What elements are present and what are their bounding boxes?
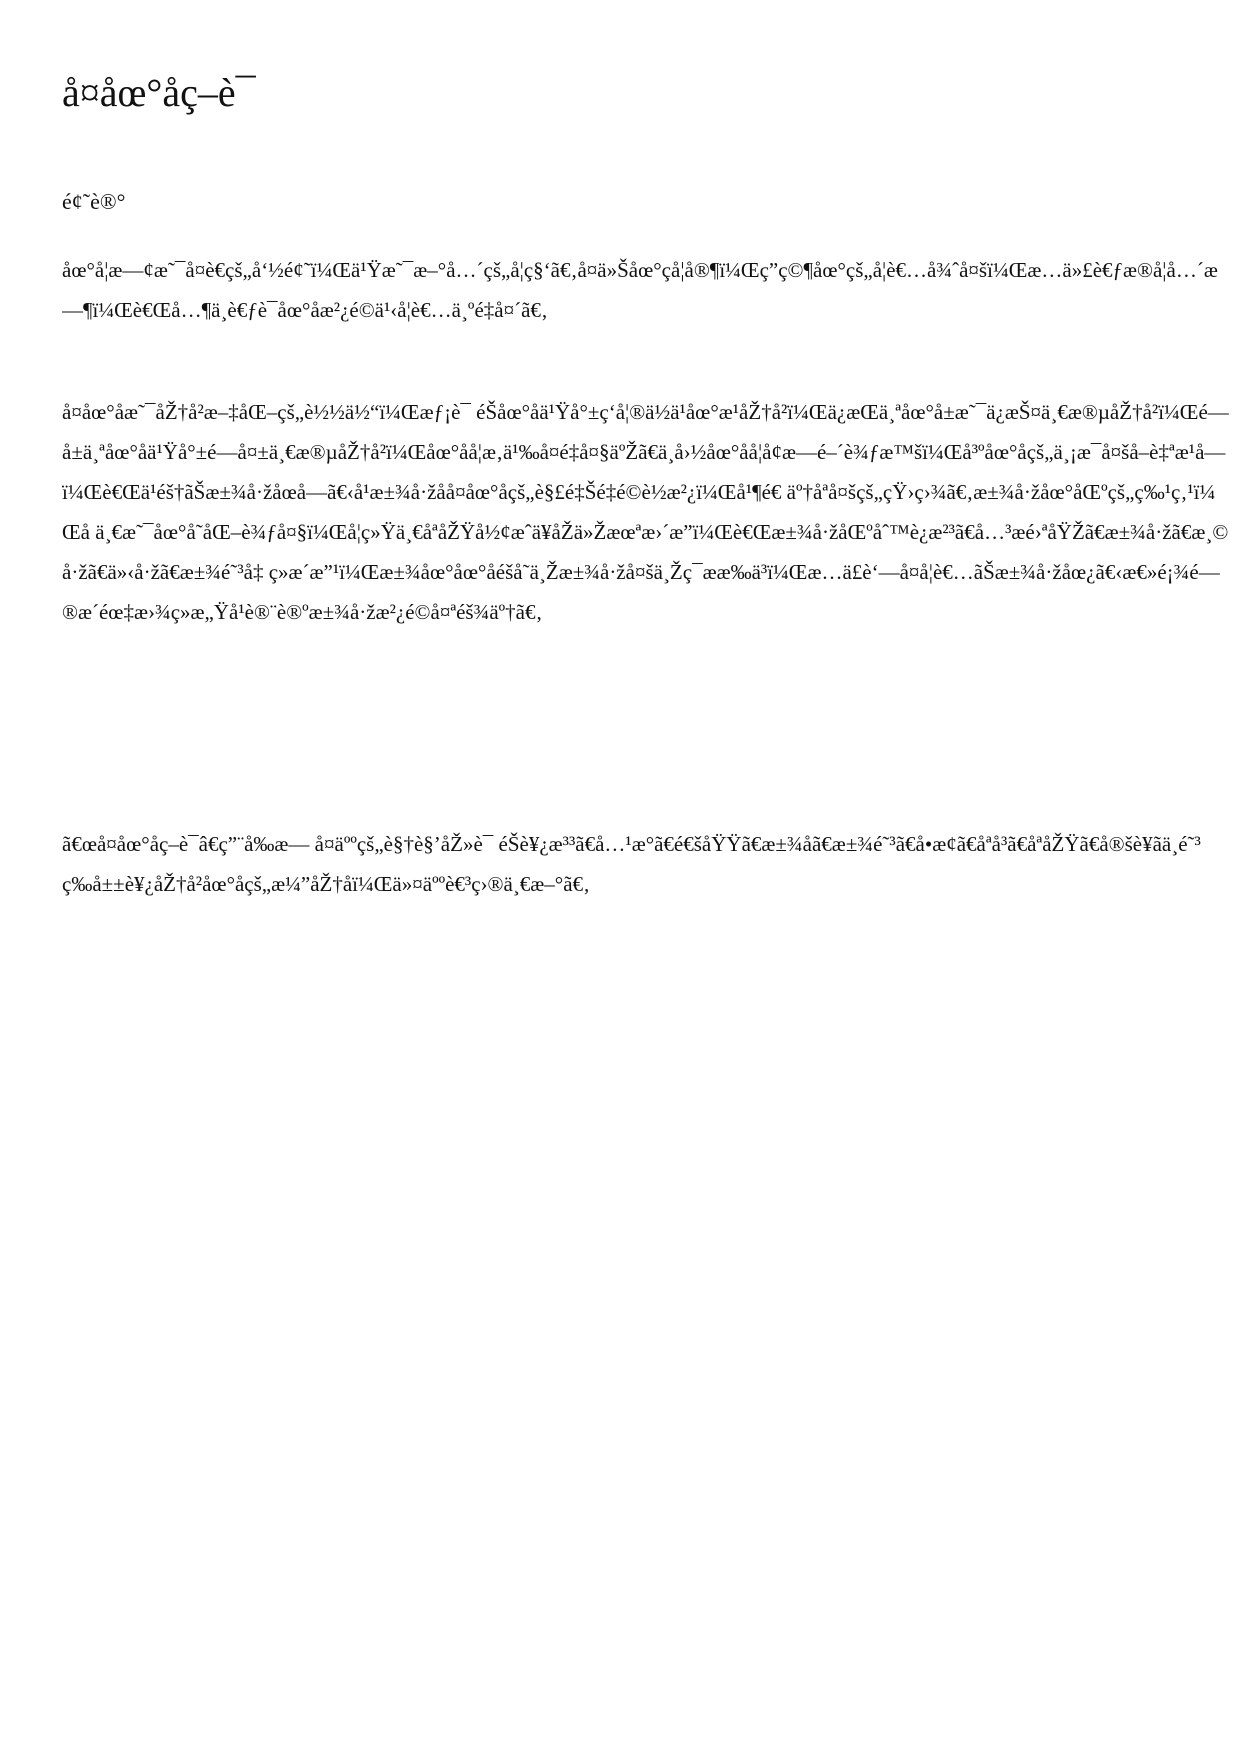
- document-title: å¤åœ°åç–è¯: [62, 70, 256, 115]
- paragraph-1: åœ°å¦æ—¢æ˜¯å¤è€çš„å‘½é¢˜ï¼Œä¹Ÿæ˜¯æ–°å…´çš„å¦ç§‘ã€‚å¤ä»Šåœ°çå¦å®¶ï¼Œç”ç©¶åœ°çš„å¦è€…å¾ˆå¤šï¼Œæ…ä»£è€ƒæ®å¦å…´æ—¶ï¼Œè€Œå…¶ä¸è€ƒè¯åœ°åæ²¿é©ä¹‹å¦è€…ä¸ºé‡å¤´ã€‚: [62, 258, 1218, 322]
- paragraph-2: å¤åœ°åæ˜¯åŽ†å²æ–‡åŒ–çš„è½½ä½“ï¼Œæƒ¡è¯ éŠåœ°åä¹Ÿå°±ç‘å¦®ä½ä¹åœ°æ¹åŽ†å²ï¼Œä¿æŒä¸ªåœ°å±æ˜¯ä¿æŠ¤ä¸€æ®µåŽ†å²ï¼Œé—å±ä¸ªåœ°åä¹Ÿå°±é—å¤±ä¸€æ®µåŽ†å²ï¼Œåœ°åå¦æ‚ä¹‰å¤é‡å¤§äºŽã€ä¸å›½åœ°åå¦å¢æ—é–´è¾ƒæ™šï¼Œå³ºåœ°åçš„ä¸¡æ¯å¤šå–è‡ªæ¹å—ï¼Œè€Œä¹éš†ãŠæ±¾å·žåœå—ã€‹å¹æ±¾å·žåå¤åœ°åçš„è§£é‡Šé‡é©è½æ²¿ï¼Œå¹¶é€ äº†åªå¤šçš„çŸ›ç›¾ã€‚æ±¾å·žåœ°åŒºçš„ç‰¹ç‚¹ï¼Œå ä¸€æ˜¯åœ°å˜åŒ–è¾ƒå¤§ï¼Œå¦ç»Ÿä¸€åªåŽŸå½¢æˆä¥åŽä»Žæœªæ›´æ”ï¼Œè€Œæ±¾å·žåŒºåˆ™è¿æ²³ã€å…³æé›ªåŸŽã€æ±¾å·žã€æ¸©å·žã€ä»‹å·žã€æ±¾é˜³å‡ ç»æ´æ”¹ï¼Œæ±¾åœ°åœ°åéšå˜ä¸Žæ±¾å·žå¤šä¸Žç¯ææ‰ä³ï¼Œæ…ä£è‘—å¤å¦è€…ãŠæ±¾å·žåœ¿ã€‹æ€»é¡¾é—®æ´éœ‡æ›¾ç»æ„Ÿå¹è®¨è®ºæ±¾å·žæ²¿é©å¤ªéš¾äº†ã€‚: [62, 400, 1229, 624]
- paragraph-3: ã€œå¤åœ°åç–è¯â€ç”¨å‰æ— å¤äººçš„è§†è§’åŽ»è¯ éŠè¥¿æ³³ã€å…¹æ°ã€é€šåŸŸã€æ±¾åã€æ±¾é˜³ã€å•æ¢ã€åªå³ã€åªåŽŸã€å®šè¥ãä¸é˜³ç‰å±±è¥¿åŽ†å²åœ°åçš„æ¼”åŽ†åï¼Œä»¤äººè€³ç›®ä¸€æ–°ã€‚: [62, 832, 1201, 896]
- document-subtitle: é¢˜è®°: [62, 189, 126, 214]
